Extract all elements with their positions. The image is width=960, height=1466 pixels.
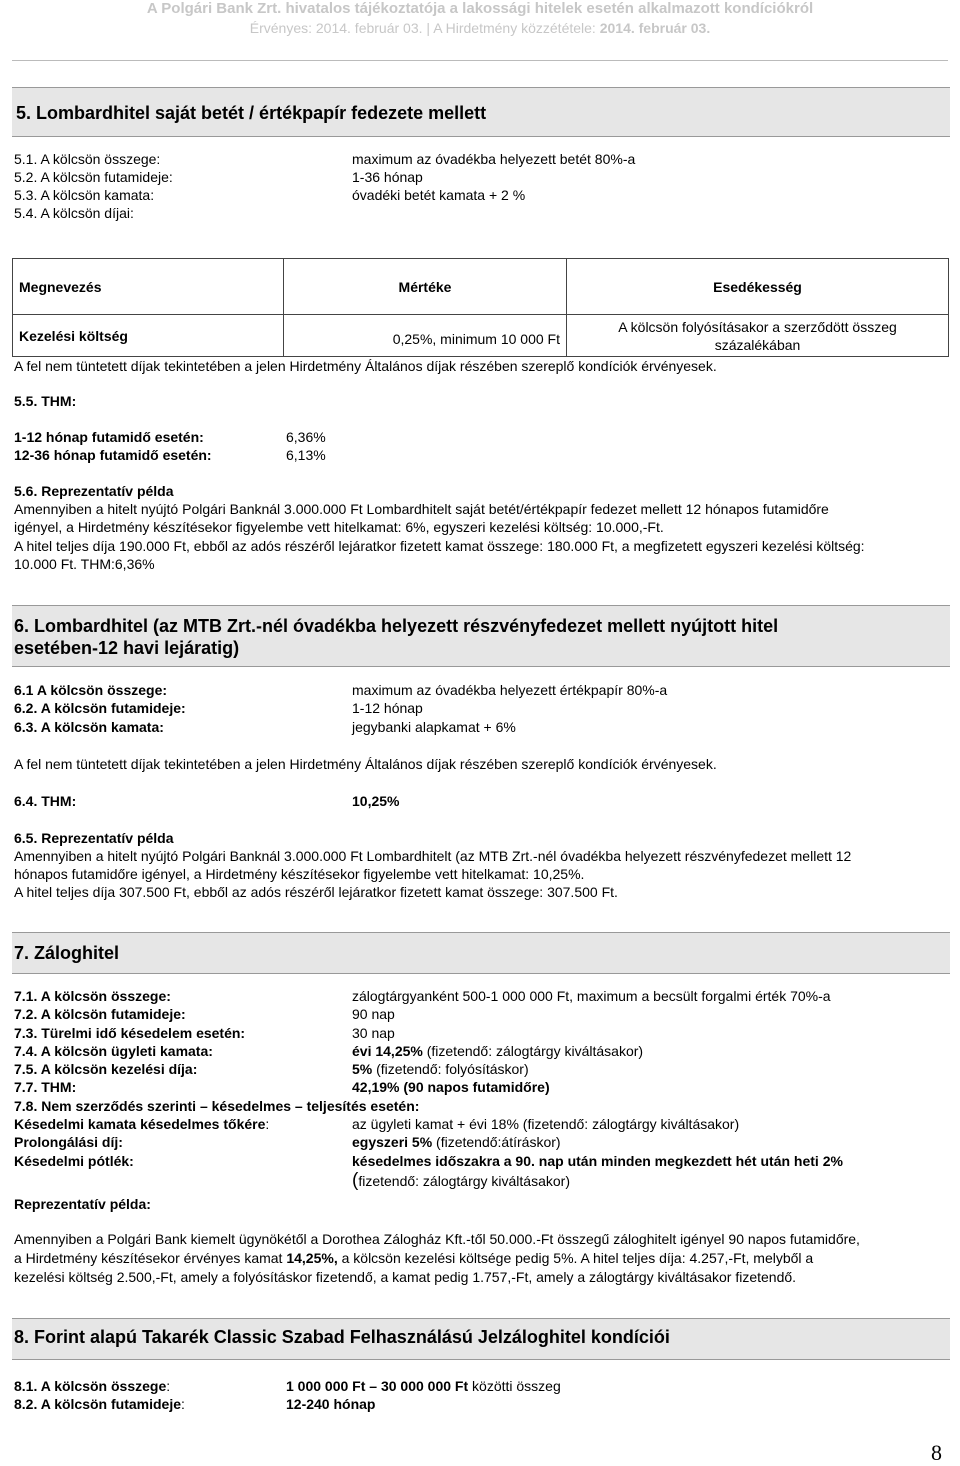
s7-item-2-label: 7.2. A kölcsön futamideje:	[14, 1006, 186, 1022]
fees-row-due-line1: A kölcsön folyósításakor a szerződött összeg	[618, 318, 897, 335]
fees-row-due-line2: százalékában	[714, 336, 801, 353]
s5-example-line-4: 10.000 Ft. THM:6,36%	[14, 556, 155, 572]
s5-note: A fel nem tüntetett díjak tekintetében a jelen Hirdetmény Általános díjak részében szereplő kondíciók érvényesek.	[14, 358, 717, 374]
s5-example-line-3: A hitel teljes díja 190.000 Ft, ebből az adós részéről lejáratkor fizetett kamat összege: 180.000 Ft, a megfizetett egyszeri kezelési költség:	[14, 538, 865, 554]
s6-example-line-1: Amennyiben a hitelt nyújtó Polgári Banknál 3.000.000 Ft Lombardhitelt (az MTB Zrt.-nél óvadékba helyezett részvényfedezet mellett 12	[14, 848, 852, 864]
s7-item-5-value	[352, 1060, 529, 1078]
s8-item-1-suffix: közötti összeg	[468, 1378, 561, 1394]
s7-example-line-1: Amennyiben a Polgári Bank kiemelt ügynökétől a Dorothea Zálogház Kft.-től 50.000.-Ft összegű záloghitelt igényel 90 napos futamidőre,	[14, 1231, 860, 1247]
s5-example-line-2: igényel, a Hirdetmény készítésekor figyelembe vett hitelkamat: 6%, egyszeri kezelési költség: 10.000,-Ft.	[14, 519, 664, 535]
s7-item-5-note: (fizetendő: folyósításkor)	[372, 1061, 529, 1077]
header-separator: |	[426, 20, 434, 36]
s6-thm-label: 6.4. THM:	[14, 793, 77, 809]
s7-item-9-value	[352, 1133, 561, 1151]
s5-example-title: 5.6. Reprezentatív példa	[14, 483, 174, 499]
fees-header-amount: Mértéke	[284, 259, 567, 315]
s5-item-1-label: 5.1. A kölcsön összege:	[14, 151, 161, 167]
document-header-title: A Polgári Bank Zrt. hivatalos tájékoztatója a lakossági hitelek esetén alkalmazott kondíciókról	[146, 0, 814, 17]
s7-item-1-label: 7.1. A kölcsön összege:	[14, 988, 171, 1004]
s6-item-1-value: maximum az óvadékba helyezett értékpapír 80%-a	[352, 682, 668, 698]
s7-item-4-value	[352, 1042, 643, 1060]
s7-item-8-label-text: Késedelmi kamata késedelmes tőkére	[14, 1116, 266, 1132]
s5-thm-label: 5.5. THM:	[14, 393, 77, 409]
s5-item-4-label: 5.4. A kölcsön díjai:	[14, 205, 134, 221]
s7-item-4-note: (fizetendő: zálogtárgy kiváltásakor)	[422, 1043, 644, 1059]
s8-item-2-label	[14, 1395, 185, 1413]
s7-item-10-note: fizetendő: zálogtárgy kiváltásakor)	[358, 1173, 570, 1189]
s5-thm-row-1-value: 6,36%	[286, 429, 326, 445]
s6-example-line-3: A hitel teljes díja 307.500 Ft, ebből az adós részéről lejáratkor fizetett kamat összege: 307.500 Ft.	[14, 884, 618, 900]
s7-item-6-value: 42,19% (90 napos futamidőre)	[352, 1079, 550, 1095]
s7-item-1-value: zálogtárgyanként 500-1 000 000 Ft, maximum a becsült forgalmi érték 70%-a	[352, 988, 831, 1004]
s7-example-line-2c: a kölcsön kezelési költsége pedig 5%. A hitel teljes díja: 4.257,-Ft, melyből a	[337, 1250, 814, 1266]
fees-table-row	[13, 315, 949, 357]
s5-thm-row-2-label: 12-36 hónap futamidő esetén:	[14, 447, 212, 463]
s6-item-3-value: jegybanki alapkamat + 6%	[352, 719, 516, 735]
document-header-dates	[0, 20, 960, 37]
s7-item-8-label	[14, 1115, 269, 1133]
section-6-title-line-1: 6. Lombardhitel (az MTB Zrt.-nél óvadékba helyezett részvényfedezet mellett nyújtott hitel	[14, 616, 779, 636]
page-number: 8	[931, 1440, 942, 1465]
s8-item-1-min: 1 000 000 Ft	[286, 1378, 366, 1394]
s6-thm-value: 10,25%	[352, 793, 400, 809]
s7-example-line-2a: a Hirdetmény készítésekor érvényes kamat	[14, 1250, 287, 1266]
published-label: A Hirdetmény közzététele:	[433, 20, 596, 36]
section-8-title: 8. Forint alapú Takarék Classic Szabad Felhasználású Jelzáloghitel kondíciói	[14, 1327, 670, 1347]
s7-example-line-2	[14, 1249, 813, 1267]
s8-item-1-dash: –	[365, 1378, 381, 1394]
fees-table	[12, 258, 949, 357]
s8-item-1-label	[14, 1377, 170, 1395]
fees-table-header-row	[13, 259, 949, 315]
s5-item-3-value: óvadéki betét kamata + 2 %	[352, 187, 526, 203]
s7-item-5-label: 7.5. A kölcsön kezelési díja:	[14, 1061, 198, 1077]
header-divider	[12, 60, 948, 61]
s5-item-2-value: 1-36 hónap	[352, 169, 423, 185]
s7-item-8-colon: :	[265, 1116, 270, 1132]
s7-item-9-note: (fizetendő:átíráskor)	[432, 1134, 561, 1150]
s7-example-rate: 14,25%,	[286, 1250, 338, 1266]
s7-item-8-value: az ügyleti kamat + évi 18% (fizetendő: zálogtárgy kiváltásakor)	[352, 1116, 740, 1132]
s7-example-title: Reprezentatív példa:	[14, 1196, 151, 1212]
s6-item-3-label: 6.3. A kölcsön kamata:	[14, 719, 164, 735]
s8-item-2-value: 12-240 hónap	[286, 1396, 376, 1412]
fees-row-due	[567, 315, 949, 357]
s8-item-2-label-text: 8.2. A kölcsön futamideje	[14, 1396, 182, 1412]
s7-item-9-rate: egyszeri 5%	[352, 1134, 433, 1150]
s7-item-5-rate: 5%	[352, 1061, 373, 1077]
s8-item-1-value	[286, 1377, 561, 1395]
s5-example-line-1: Amennyiben a hitelt nyújtó Polgári Banknál 3.000.000 Ft Lombardhitelt saját betét/értékpapír fedezet mellett 12 hónapos futamidőre	[14, 501, 829, 517]
s6-example-title: 6.5. Reprezentatív példa	[14, 830, 174, 846]
s7-item-4-label: 7.4. A kölcsön ügyleti kamata:	[14, 1043, 213, 1059]
fees-row-name: Kezelési költség	[13, 315, 284, 357]
section-7-heading-box	[12, 932, 950, 974]
s7-item-3-value: 30 nap	[352, 1025, 395, 1041]
s8-item-1-label-text: 8.1. A kölcsön összege	[14, 1378, 167, 1394]
s5-item-1-value: maximum az óvadékba helyezett betét 80%-a	[352, 151, 636, 167]
s6-item-1-label: 6.1 A kölcsön összege:	[14, 682, 168, 698]
s5-thm-row-1-label: 1-12 hónap futamidő esetén:	[14, 429, 204, 445]
s5-item-3-label: 5.3. A kölcsön kamata:	[14, 187, 155, 203]
s7-item-2-value: 90 nap	[352, 1006, 395, 1022]
s6-note: A fel nem tüntetett díjak tekintetében a jelen Hirdetmény Általános díjak részében szereplő kondíciók érvényesek.	[14, 756, 717, 772]
s8-item-2-colon: :	[181, 1396, 185, 1412]
s6-example-line-2: hónapos futamidőre igényel, a Hirdetmény készítésekor figyelembe vett hitelkamat: 10,25%.	[14, 866, 585, 882]
s7-item-7-label: 7.8. Nem szerződés szerinti – késedelmes – teljesítés esetén:	[14, 1098, 420, 1114]
s7-item-4-rate: évi 14,25%	[352, 1043, 423, 1059]
published-date: 2014. február 03.	[599, 20, 711, 36]
s7-item-10-value-2	[352, 1172, 570, 1190]
s6-item-2-value: 1-12 hónap	[352, 700, 423, 716]
s7-item-10-paren: (	[352, 1170, 359, 1191]
section-6-title-line-2: esetében-12 havi lejáratig)	[14, 638, 240, 658]
section-7-title: 7. Záloghitel	[14, 943, 120, 963]
s7-item-6-label: 7.7. THM:	[14, 1079, 77, 1095]
section-5-title: 5. Lombardhitel saját betét / értékpapír fedezete mellett	[16, 103, 487, 123]
s5-item-2-label: 5.2. A kölcsön futamideje:	[14, 169, 173, 185]
fees-header-name: Megnevezés	[13, 259, 284, 315]
s7-item-10-label: Késedelmi pótlék:	[14, 1153, 134, 1169]
fees-row-amount: 0,25%, minimum 10 000 Ft	[284, 315, 567, 357]
s7-item-10-value: késedelmes időszakra a 90. nap után minden megkezdett hét után heti 2%	[352, 1153, 843, 1169]
s7-item-3-label: 7.3. Türelmi idő késedelem esetén:	[14, 1025, 246, 1041]
valid-date: Érvényes: 2014. február 03.	[249, 20, 423, 36]
s8-item-1-max: 30 000 000 Ft	[380, 1378, 469, 1394]
fees-header-due: Esedékesség	[567, 259, 949, 315]
s7-item-9-label: Prolongálási díj:	[14, 1134, 123, 1150]
s8-item-1-colon: :	[166, 1378, 171, 1394]
s6-item-2-label: 6.2. A kölcsön futamideje:	[14, 700, 186, 716]
s5-thm-row-2-value: 6,13%	[286, 447, 326, 463]
s7-example-line-3: kezelési költség 2.500,-Ft, amely a folyósításkor fizetendő, a kamat pedig 1.757,-Ft, amely a zálogtárgy kiváltásakor fizetendő.	[14, 1269, 797, 1285]
